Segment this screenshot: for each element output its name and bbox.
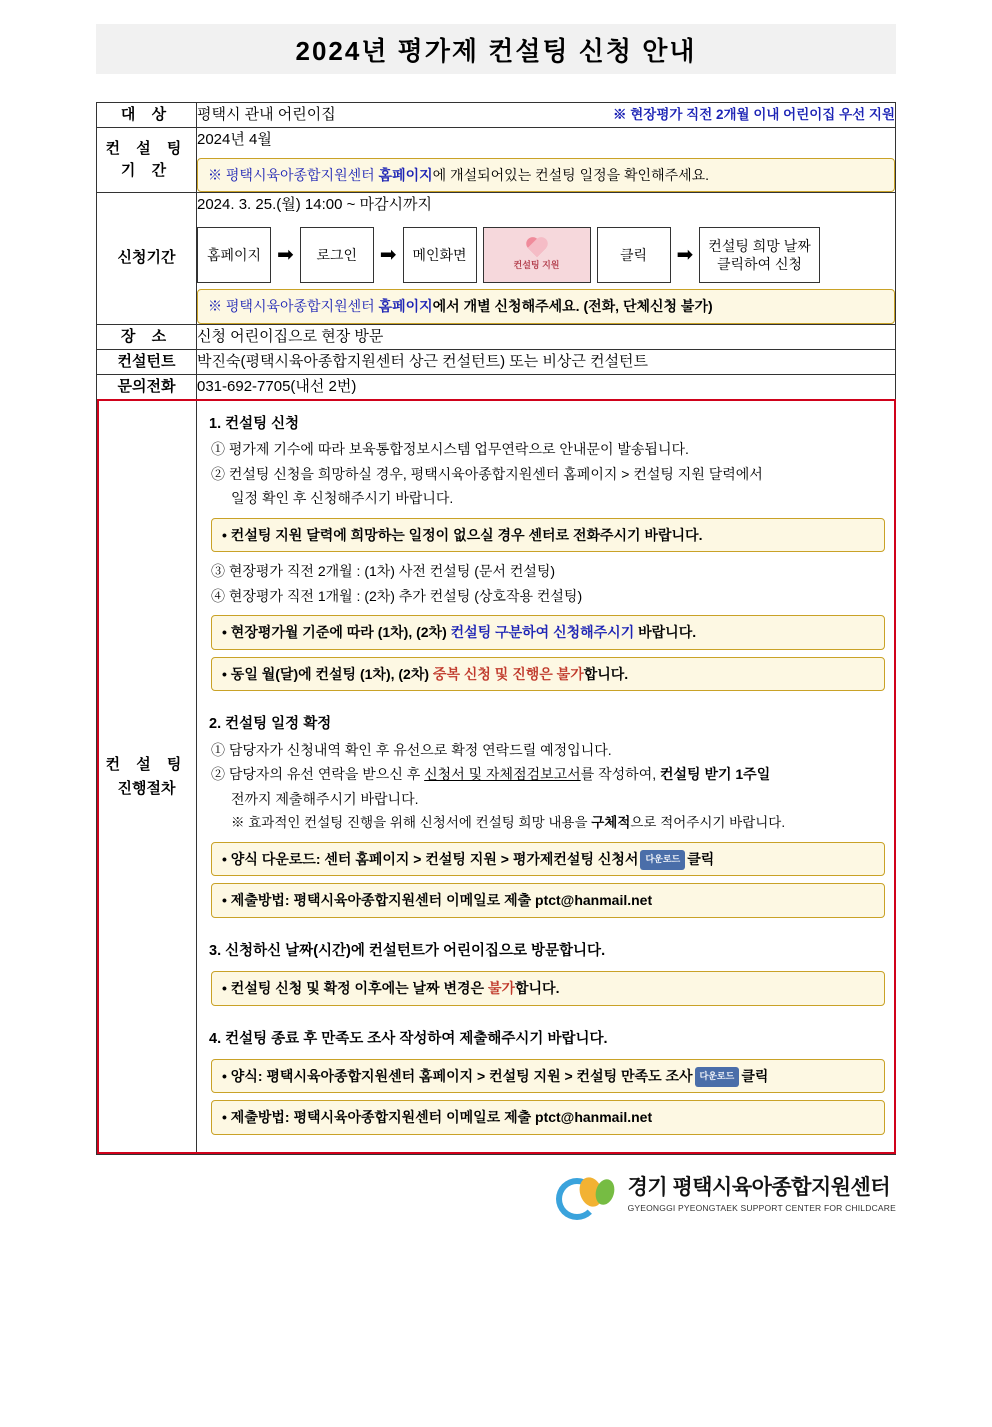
flow-step-homepage: 홈페이지 <box>197 227 271 283</box>
flow-banner-label: 컨설팅 지원 <box>513 260 560 271</box>
document-page <box>0 24 992 1427</box>
period-note-box: ※ 평택시육아종합지원센터 홈페이지에 개설되어있는 컨설팅 일정을 확인해주세요. <box>197 158 895 192</box>
application-flow-diagram <box>197 227 895 283</box>
row-label-apply-period: 신청기간 <box>97 193 197 324</box>
procedure-item-1-3: ③ 현장평가 직전 2개월 : (1차) 사전 컨설팅 (문서 컨설팅) <box>211 563 556 580</box>
procedure-heading-2: 2. 컨설팅 일정 확정 <box>209 716 332 733</box>
row-label-procedure: 컨 설 팅 진행절차 <box>97 399 197 1154</box>
table-row-apply-period <box>97 193 896 324</box>
procedure-note-1-1: • 컨설팅 지원 달력에 희망하는 일정이 없으실 경우 센터로 전화주시기 바랍니다. <box>211 518 885 553</box>
center-logo-icon <box>556 1173 618 1211</box>
table-row-period <box>97 128 896 193</box>
row-label-consultant: 컨설턴트 <box>97 349 197 374</box>
row-label-period: 컨 설 팅 기 간 <box>97 128 197 193</box>
flow-step-select-date-line1: 컨설팅 희망 날짜 <box>708 237 811 254</box>
procedure-item-1-2: ② 컨설팅 신청을 희망하실 경우, 평택시육아종합지원센터 홈페이지 > 컨설팅 지원 달력에서 <box>211 465 763 482</box>
download-badge[interactable]: 다운로드 <box>695 1067 740 1087</box>
procedure-item-1-4: ④ 현장평가 직전 1개월 : (2차) 추가 컨설팅 (상호작용 컨설팅) <box>211 587 583 604</box>
procedure-heading-1: 1. 컨설팅 신청 <box>209 415 300 432</box>
target-value: 평택시 관내 어린이집 <box>197 106 336 123</box>
info-table <box>96 102 896 1155</box>
procedure-item-1-1: ① 평가제 기수에 따라 보육통합정보시스템 업무연락으로 안내문이 발송됩니다. <box>211 441 689 458</box>
table-row-consultant <box>97 349 896 374</box>
table-row-procedure <box>97 399 896 1154</box>
table-row-phone <box>97 374 896 399</box>
row-value-period <box>197 128 896 193</box>
row-label-target: 대 상 <box>97 103 197 128</box>
row-value-consultant: 박진숙(평택시육아종합지원센터 상근 컨설턴트) 또는 비상근 컨설턴트 <box>197 349 896 374</box>
flow-step-click: 클릭 <box>597 227 671 283</box>
procedure-heading-4: 4. 컨설팅 종료 후 만족도 조사 작성하여 제출해주시기 바랍니다. <box>209 1030 608 1047</box>
page-title: 2024년 평가제 컨설팅 신청 안내 <box>295 35 697 66</box>
row-value-apply-period <box>197 193 896 324</box>
procedure-content <box>197 400 895 1154</box>
row-value-target <box>197 103 896 128</box>
row-value-procedure <box>197 399 896 1154</box>
flow-step-banner-image <box>483 227 591 283</box>
row-label-phone: 문의전화 <box>97 374 197 399</box>
table-row-target <box>97 103 896 128</box>
table-row-place <box>97 324 896 349</box>
procedure-note-1-3: • 동일 월(달)에 컨설팅 (1차), (2차) 중복 신청 및 진행은 불가합니다. <box>211 657 885 692</box>
apply-period-value: 2024. 3. 25.(월) 14:00 ~ 마감시까지 <box>197 196 432 214</box>
flow-step-select-date-line2: 클릭하여 신청 <box>717 256 803 273</box>
flow-step-select-date <box>699 227 819 283</box>
arrow-right-icon: ➡ <box>277 244 294 267</box>
procedure-note-2-1: • 양식 다운로드: 센터 홈페이지 > 컨설팅 지원 > 평가제컨설팅 신청서 다운로드 클릭 <box>211 842 885 877</box>
apply-period-note-box: ※ 평택시육아종합지원센터 홈페이지에서 개별 신청해주세요. (전화, 단체신청 불가) <box>197 289 895 323</box>
heart-icon <box>524 238 550 256</box>
procedure-note-1-2: • 현장평가월 기준에 따라 (1차), (2차) 컨설팅 구분하여 신청해주시기 바랍니다. <box>211 615 885 650</box>
procedure-heading-3: 3. 신청하신 날짜(시간)에 컨설턴트가 어린이집으로 방문합니다. <box>209 942 606 959</box>
row-label-place: 장 소 <box>97 324 197 349</box>
procedure-item-2-1: ① 담당자가 신청내역 확인 후 유선으로 확정 연락드릴 예정입니다. <box>211 741 612 758</box>
target-note: ※ 현장평가 직전 2개월 이내 어린이집 우선 지원 <box>612 107 895 123</box>
logo-text-english: GYEONGGI PYEONGTAEK SUPPORT CENTER FOR CHILDCARE <box>627 1202 896 1213</box>
arrow-right-icon: ➡ <box>379 244 397 267</box>
row-value-place: 신청 어린이집으로 현장 방문 <box>197 324 896 349</box>
document-title-bar <box>96 24 896 74</box>
procedure-note-3-1: • 컨설팅 신청 및 확정 이후에는 날짜 변경은 불가합니다. <box>211 971 885 1006</box>
row-value-phone: 031-692-7705(내선 2번) <box>197 374 896 399</box>
period-value: 2024년 4월 <box>197 131 272 148</box>
procedure-subnote-2: ※ 효과적인 컨설팅 진행을 위해 신청서에 컨설팅 희망 내용을 구체적으로 적어주시기 바랍니다. <box>231 815 786 831</box>
footer-logo <box>0 1171 992 1213</box>
flow-step-login: 로그인 <box>300 227 374 283</box>
logo-text-korean: 경기 평택시육아종합지원센터 <box>627 1175 891 1199</box>
procedure-note-2-2: • 제출방법: 평택시육아종합지원센터 이메일로 제출 ptct@hanmail.net <box>211 883 885 918</box>
procedure-note-4-1: • 양식: 평택시육아종합지원센터 홈페이지 > 컨설팅 지원 > 컨설팅 만족도 조사 다운로드 클릭 <box>211 1059 885 1094</box>
flow-step-main-screen: 메인화면 <box>403 227 477 283</box>
procedure-note-4-2: • 제출방법: 평택시육아종합지원센터 이메일로 제출 ptct@hanmail.net <box>211 1100 885 1135</box>
arrow-right-icon: ➡ <box>676 244 694 267</box>
procedure-item-1-2-cont: 일정 확인 후 신청해주시기 바랍니다. <box>231 490 454 507</box>
download-badge[interactable]: 다운로드 <box>640 850 685 870</box>
procedure-item-2-2: ② 담당자의 유선 연락을 받으신 후 신청서 및 자체점검보고서를 작성하여, 컨설팅 받기 1주일 전까지 제출해주시기 바랍니다. <box>211 766 771 807</box>
